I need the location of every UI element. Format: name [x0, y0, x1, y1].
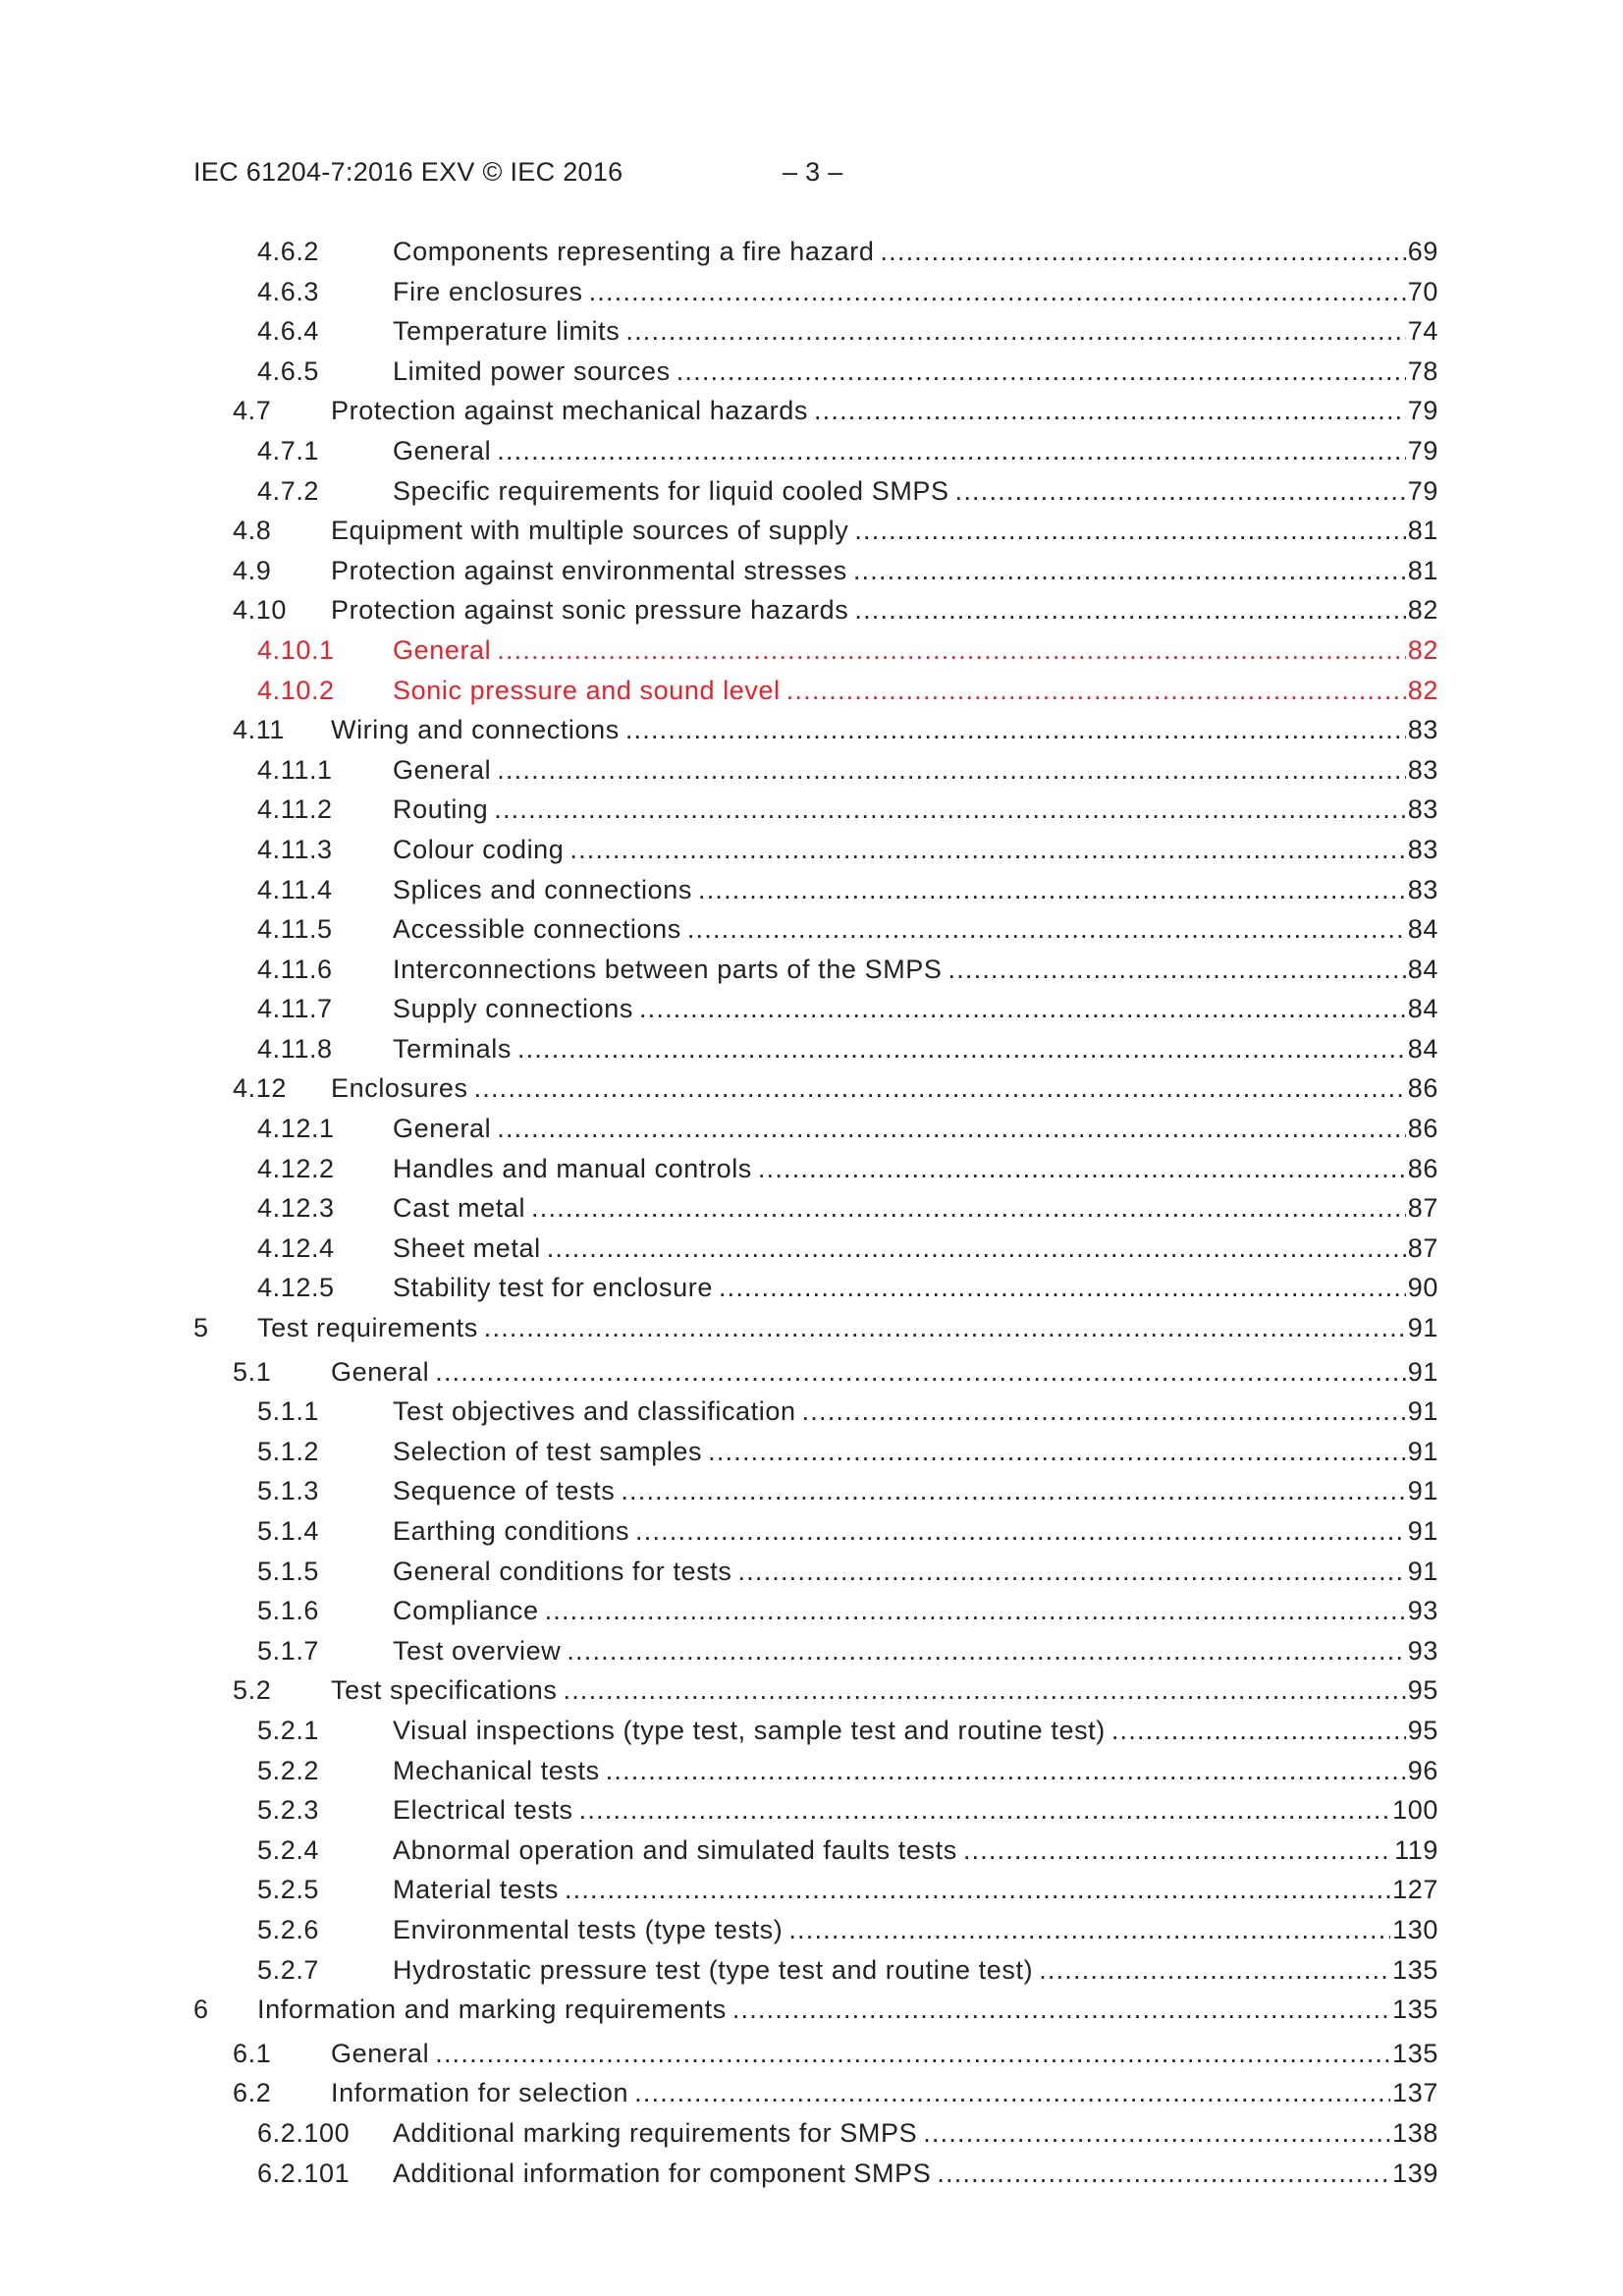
toc-entry-title: Hydrostatic pressure test (type test and routine test)	[393, 1954, 1034, 1985]
toc-entry-page: 95	[1407, 1715, 1438, 1745]
toc-entry[interactable]	[0, 790, 1623, 830]
toc-entry-title: Protection against environmental stresses	[331, 555, 847, 585]
toc-entry-number: 4.6.2	[257, 237, 320, 266]
page-number: – 3 –	[783, 157, 843, 187]
toc-entry-number: 4.6.5	[257, 355, 320, 386]
toc-entry-number: 6.2.101	[257, 2158, 351, 2188]
dot-leader	[786, 671, 1406, 710]
toc-entry-page: 93	[1407, 1596, 1438, 1626]
table-of-contents	[0, 232, 1623, 2193]
dot-leader	[621, 1471, 1405, 1510]
toc-entry-title: General	[393, 754, 492, 785]
dot-leader	[639, 989, 1406, 1028]
toc-entry[interactable]	[0, 1109, 1623, 1149]
toc-entry-page: 90	[1407, 1273, 1438, 1303]
toc-entry-page: 69	[1407, 237, 1438, 266]
toc-entry-page: 119	[1394, 1834, 1438, 1865]
toc-entry-title: Test requirements	[257, 1313, 478, 1343]
dot-leader	[1039, 1950, 1390, 1990]
toc-entry[interactable]	[0, 1910, 1623, 1950]
toc-entry-title: Additional marking requirements for SMPS	[393, 2117, 918, 2148]
toc-entry-title: General	[393, 435, 492, 465]
dot-leader	[564, 1670, 1406, 1710]
toc-entry[interactable]	[0, 830, 1623, 870]
toc-entry-title: Splices and connections	[393, 874, 692, 904]
dot-leader	[579, 1790, 1390, 1830]
dot-leader	[565, 1870, 1390, 1909]
toc-entry[interactable]	[0, 750, 1623, 791]
toc-entry-number: 4.6.3	[257, 276, 320, 306]
dot-leader	[494, 790, 1406, 829]
toc-entry-title: Protection against mechanical hazards	[331, 396, 808, 426]
toc-entry-page: 86	[1407, 1114, 1438, 1144]
toc-entry[interactable]	[0, 1950, 1623, 1991]
toc-entry-number: 4.10.2	[257, 675, 335, 705]
toc-entry-page: 70	[1407, 276, 1438, 306]
toc-entry-title: Accessible connections	[393, 914, 681, 945]
toc-entry[interactable]	[0, 551, 1623, 591]
toc-entry[interactable]	[0, 1229, 1623, 1269]
toc-entry-title: Test specifications	[331, 1675, 558, 1706]
toc-entry[interactable]	[0, 1552, 1623, 1592]
toc-entry-number: 5.1.5	[257, 1556, 320, 1586]
toc-entry-title: Enclosures	[331, 1073, 468, 1104]
toc-entry-title: Visual inspections (type test, sample test and routine test)	[393, 1715, 1106, 1745]
toc-entry-title: Fire enclosures	[393, 276, 583, 306]
toc-entry-title: Additional information for component SMPS	[393, 2158, 932, 2188]
toc-entry[interactable]	[0, 1149, 1623, 1189]
toc-entry[interactable]	[0, 710, 1623, 750]
toc-entry-title: Supply connections	[393, 994, 633, 1024]
toc-entry-number: 4.10.1	[257, 634, 335, 665]
toc-entry-page: 84	[1407, 914, 1438, 945]
toc-entry-number: 4.11.2	[257, 794, 333, 825]
toc-entry[interactable]	[0, 1188, 1623, 1229]
toc-entry[interactable]	[0, 870, 1623, 910]
toc-entry-title: Sequence of tests	[393, 1476, 616, 1506]
toc-entry[interactable]	[0, 671, 1623, 711]
toc-entry[interactable]	[0, 1751, 1623, 1791]
toc-entry-title: Sonic pressure and sound level	[393, 675, 781, 705]
toc-entry-number: 4.12.4	[257, 1232, 335, 1263]
toc-entry[interactable]	[0, 471, 1623, 512]
toc-entry[interactable]	[0, 1670, 1623, 1711]
toc-entry-page: 79	[1407, 435, 1438, 465]
page-header	[193, 157, 843, 188]
dot-leader	[625, 311, 1405, 351]
dot-leader	[635, 1511, 1406, 1551]
toc-entry-page: 127	[1392, 1875, 1438, 1905]
toc-entry-number: 5.1.7	[257, 1635, 320, 1666]
toc-entry[interactable]	[0, 352, 1623, 392]
dot-leader	[435, 1352, 1406, 1392]
toc-entry-page: 95	[1407, 1675, 1438, 1706]
dot-leader	[963, 1831, 1392, 1870]
toc-entry-title: Equipment with multiple sources of supply	[331, 516, 849, 546]
toc-entry-title: Handles and manual controls	[393, 1153, 752, 1183]
toc-entry-title: Test objectives and classification	[393, 1396, 796, 1427]
toc-entry-title: Routing	[393, 794, 489, 825]
dot-leader	[698, 870, 1406, 909]
toc-entry-page: 82	[1407, 595, 1438, 626]
toc-entry-number: 5.2.3	[257, 1795, 320, 1826]
toc-entry-page: 86	[1407, 1153, 1438, 1183]
dot-leader	[732, 1990, 1390, 2029]
dot-leader	[497, 431, 1406, 470]
toc-entry-page: 135	[1392, 1954, 1438, 1985]
toc-entry-number: 4.12.2	[257, 1153, 335, 1183]
toc-entry[interactable]	[0, 1990, 1623, 2030]
toc-entry-page: 83	[1407, 794, 1438, 825]
toc-entry[interactable]	[0, 2113, 1623, 2154]
toc-entry-page: 87	[1407, 1193, 1438, 1224]
toc-entry[interactable]	[0, 630, 1623, 671]
toc-entry-number: 4.12.1	[257, 1114, 335, 1144]
toc-entry-number: 4.12	[233, 1073, 287, 1104]
toc-entry-title: General	[331, 1356, 430, 1387]
toc-entry-title: General conditions for tests	[393, 1556, 732, 1586]
toc-entry[interactable]	[0, 1268, 1623, 1308]
toc-entry-page: 100	[1392, 1795, 1438, 1826]
toc-entry[interactable]	[0, 590, 1623, 630]
toc-entry-number: 4.11.4	[257, 874, 333, 904]
dot-leader	[880, 232, 1405, 271]
dot-leader	[589, 272, 1406, 311]
toc-entry-number: 5.2.6	[257, 1914, 320, 1944]
toc-entry-title: Temperature limits	[393, 316, 621, 347]
dot-leader	[955, 471, 1406, 511]
dot-leader	[758, 1149, 1406, 1188]
toc-entry[interactable]	[0, 511, 1623, 551]
toc-entry[interactable]	[0, 909, 1623, 950]
toc-entry-title: Cast metal	[393, 1193, 526, 1224]
toc-entry-page: 139	[1392, 2158, 1438, 2188]
dot-leader	[854, 511, 1405, 550]
toc-entry-title: General	[393, 634, 492, 665]
toc-entry-title: General	[331, 2038, 430, 2068]
toc-entry-title: Colour coding	[393, 834, 565, 864]
toc-entry-title: Abnormal operation and simulated faults tests	[393, 1834, 957, 1865]
toc-entry-page: 84	[1407, 954, 1438, 984]
dot-leader	[676, 352, 1406, 391]
toc-entry-page: 84	[1407, 1033, 1438, 1064]
toc-entry-number: 6.2	[233, 2078, 272, 2108]
toc-entry[interactable]	[0, 1308, 1623, 1348]
dot-leader	[802, 1392, 1406, 1431]
toc-entry-number: 5	[193, 1313, 209, 1343]
toc-entry-title: Specific requirements for liquid cooled SMPS	[393, 475, 949, 506]
toc-entry-page: 96	[1407, 1755, 1438, 1785]
toc-entry[interactable]	[0, 1471, 1623, 1511]
dot-leader	[497, 1109, 1406, 1148]
dot-leader	[708, 1432, 1406, 1471]
toc-entry-number: 5.2.4	[257, 1834, 320, 1865]
dot-leader	[923, 2113, 1390, 2153]
toc-entry-page: 91	[1407, 1556, 1438, 1586]
toc-entry-number: 5.2.7	[257, 1954, 320, 1985]
toc-entry-page: 84	[1407, 994, 1438, 1024]
toc-entry-page: 91	[1407, 1356, 1438, 1387]
toc-entry-number: 6.2.100	[257, 2117, 351, 2148]
dot-leader	[497, 630, 1406, 670]
toc-entry-number: 4.11.6	[257, 954, 333, 984]
toc-entry-page: 135	[1392, 1995, 1438, 2025]
toc-entry[interactable]	[0, 1870, 1623, 1910]
dot-leader	[625, 710, 1406, 749]
toc-entry[interactable]	[0, 1068, 1623, 1109]
toc-entry-title: General	[393, 1114, 492, 1144]
toc-entry[interactable]	[0, 1831, 1623, 1871]
toc-entry-number: 5.1.3	[257, 1476, 320, 1506]
toc-entry[interactable]	[0, 950, 1623, 990]
toc-entry-page: 87	[1407, 1232, 1438, 1263]
toc-entry-number: 4.8	[233, 516, 272, 546]
toc-entry-number: 4.12.5	[257, 1273, 335, 1303]
dot-leader	[634, 2073, 1390, 2112]
toc-entry-title: Limited power sources	[393, 355, 671, 386]
toc-entry-page: 135	[1392, 2038, 1438, 2068]
toc-entry-page: 93	[1407, 1635, 1438, 1666]
toc-entry-number: 5.1.1	[257, 1396, 320, 1427]
toc-entry-number: 4.11.5	[257, 914, 333, 945]
dot-leader	[517, 1029, 1406, 1068]
toc-entry-title: Components representing a fire hazard	[393, 237, 875, 266]
toc-entry[interactable]	[0, 431, 1623, 471]
toc-entry[interactable]	[0, 391, 1623, 431]
toc-entry[interactable]	[0, 2034, 1623, 2074]
toc-entry-page: 83	[1407, 834, 1438, 864]
dot-leader	[545, 1591, 1406, 1630]
toc-entry-title: Earthing conditions	[393, 1516, 630, 1546]
toc-entry-number: 5.1	[233, 1356, 272, 1387]
dot-leader	[567, 1631, 1405, 1670]
toc-entry-page: 83	[1407, 754, 1438, 785]
toc-entry-page: 79	[1407, 396, 1438, 426]
toc-entry-page: 79	[1407, 475, 1438, 506]
toc-entry-page: 91	[1407, 1436, 1438, 1466]
toc-entry-page: 82	[1407, 634, 1438, 665]
toc-entry-page: 78	[1407, 355, 1438, 386]
toc-entry-number: 4.12.3	[257, 1193, 335, 1224]
toc-entry-title: Test overview	[393, 1635, 562, 1666]
dot-leader	[435, 2034, 1390, 2073]
dot-leader	[719, 1268, 1406, 1307]
toc-entry-number: 4.11.8	[257, 1033, 333, 1064]
toc-entry-number: 5.2.2	[257, 1755, 320, 1785]
toc-entry-number: 4.11.7	[257, 994, 333, 1024]
toc-entry-number: 4.11.1	[257, 754, 333, 785]
toc-entry[interactable]	[0, 1711, 1623, 1751]
toc-entry-title: Material tests	[393, 1875, 559, 1905]
toc-entry[interactable]	[0, 311, 1623, 352]
toc-entry-number: 5.1.4	[257, 1516, 320, 1546]
toc-entry[interactable]	[0, 2154, 1623, 2194]
toc-entry-page: 91	[1407, 1476, 1438, 1506]
toc-entry-number: 4.7	[233, 396, 272, 426]
toc-entry[interactable]	[0, 989, 1623, 1029]
document-title: IEC 61204-7:2016 EXV © IEC 2016	[193, 157, 623, 187]
toc-entry[interactable]	[0, 2073, 1623, 2113]
dot-leader	[569, 830, 1405, 869]
dot-leader	[531, 1188, 1406, 1228]
toc-entry[interactable]	[0, 1591, 1623, 1631]
dot-leader	[474, 1068, 1406, 1108]
toc-entry-title: Electrical tests	[393, 1795, 573, 1826]
toc-entry-title: Compliance	[393, 1596, 539, 1626]
toc-entry-page: 86	[1407, 1073, 1438, 1104]
toc-entry-title: Stability test for enclosure	[393, 1273, 713, 1303]
toc-entry[interactable]	[0, 1432, 1623, 1472]
toc-entry-number: 4.9	[233, 555, 272, 585]
toc-entry-number: 5.2.5	[257, 1875, 320, 1905]
toc-entry-title: Sheet metal	[393, 1232, 541, 1263]
toc-entry-number: 6.1	[233, 2038, 272, 2068]
dot-leader	[484, 1308, 1406, 1347]
toc-entry-number: 4.11	[233, 715, 285, 745]
toc-entry-page: 81	[1407, 516, 1438, 546]
dot-leader	[737, 1552, 1405, 1591]
dot-leader	[497, 750, 1406, 790]
toc-entry[interactable]	[0, 1029, 1623, 1069]
toc-entry-number: 4.7.1	[257, 435, 320, 465]
toc-entry-number: 4.6.4	[257, 316, 320, 347]
toc-entry-page: 91	[1407, 1516, 1438, 1546]
toc-entry[interactable]	[0, 1631, 1623, 1671]
toc-entry-title: Mechanical tests	[393, 1755, 600, 1785]
toc-entry-page: 74	[1407, 316, 1438, 347]
toc-entry-number: 6	[193, 1995, 209, 2025]
dot-leader	[687, 909, 1406, 949]
toc-entry[interactable]	[0, 1392, 1623, 1432]
dot-leader	[814, 391, 1406, 430]
dot-leader	[1111, 1711, 1406, 1750]
toc-entry-title: Information for selection	[331, 2078, 629, 2108]
toc-entry-page: 91	[1407, 1313, 1438, 1343]
toc-entry[interactable]	[0, 1790, 1623, 1831]
dot-leader	[547, 1229, 1406, 1268]
toc-entry-page: 137	[1392, 2078, 1438, 2108]
toc-entry-page: 82	[1407, 675, 1438, 705]
dot-leader	[854, 590, 1405, 629]
toc-entry-number: 5.1.2	[257, 1436, 320, 1466]
toc-entry-page: 83	[1407, 874, 1438, 904]
toc-entry-page: 91	[1407, 1396, 1438, 1427]
toc-entry-number: 5.2	[233, 1675, 272, 1706]
toc-entry-title: Selection of test samples	[393, 1436, 703, 1466]
toc-entry[interactable]	[0, 272, 1623, 312]
dot-leader	[937, 2154, 1390, 2193]
toc-entry-page: 83	[1407, 715, 1438, 745]
toc-entry-title: Protection against sonic pressure hazards	[331, 595, 849, 626]
toc-entry[interactable]	[0, 232, 1623, 272]
toc-entry-page: 81	[1407, 555, 1438, 585]
toc-entry-title: Terminals	[393, 1033, 512, 1064]
toc-entry-number: 4.11.3	[257, 834, 333, 864]
toc-entry-title: Interconnections between parts of the SMPS	[393, 954, 943, 984]
toc-entry-title: Information and marking requirements	[257, 1995, 727, 2025]
toc-entry-title: Wiring and connections	[331, 715, 620, 745]
toc-entry-title: Environmental tests (type tests)	[393, 1914, 784, 1944]
toc-entry[interactable]	[0, 1511, 1623, 1552]
dot-leader	[948, 950, 1406, 989]
toc-entry-number: 5.1.6	[257, 1596, 320, 1626]
toc-entry-number: 4.7.2	[257, 475, 320, 506]
dot-leader	[788, 1910, 1390, 1949]
toc-entry-number: 4.10	[233, 595, 287, 626]
dot-leader	[606, 1751, 1406, 1790]
toc-entry-page: 138	[1392, 2117, 1438, 2148]
toc-entry-number: 5.2.1	[257, 1715, 320, 1745]
dot-leader	[853, 551, 1406, 590]
toc-entry[interactable]	[0, 1352, 1623, 1393]
toc-entry-page: 130	[1392, 1914, 1438, 1944]
